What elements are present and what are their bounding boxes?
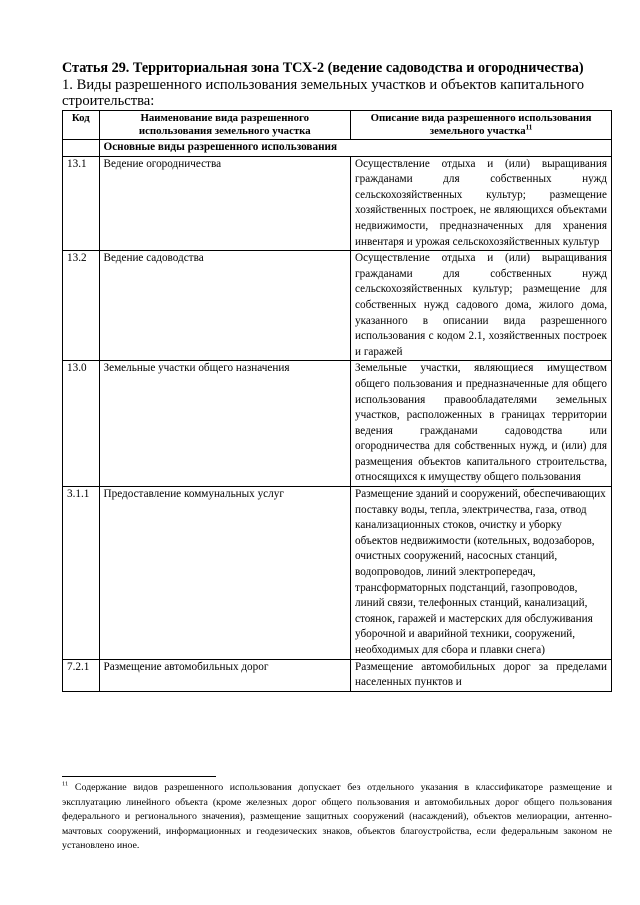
cell-description: Размещение зданий и сооружений, обеспечивающих поставку воды, тепла, электричества, газа, отвод канализационных стоков, очистку и уборку объектов недвижимости (котельных, водозаборов, очистных сооружений, насосных станций, водопроводов, линий электропередач, трансформаторных подстанций, газопроводов, линий связи, телефонных станций, канализаций, стоянок, гаражей и мастерских для обслуживания уборочной и аварийной техники, сооружений, необходимых для сбора и плавки снега) <box>351 487 612 660</box>
footnote-text: Содержание видов разрешенного использования допускает без отдельного указания в классификаторе размещение и эксплуатацию линейного объекта (кроме железных дорог общего пользования и автомобильных дорог общего пользования федерального и регионального значения), размещение защитных сооружений (насаждений), объектов мелиорации, антенно-мачтовых сооружений, информационных и геодезических знаков, объектов благоустройства, если федеральным законом не установлено иное. <box>62 782 612 851</box>
cell-name: Земельные участки общего назначения <box>99 361 351 487</box>
table-row <box>63 251 612 361</box>
cell-name: Предоставление коммунальных услуг <box>99 487 351 660</box>
footnote <box>62 781 612 854</box>
cell-code: 7.2.1 <box>63 659 100 691</box>
group-title: Основные виды разрешенного использования <box>99 140 611 157</box>
table-row <box>63 156 612 251</box>
cell-code: 13.1 <box>63 156 100 251</box>
cell-code: 13.2 <box>63 251 100 361</box>
document-page <box>62 60 612 692</box>
cell-description: Размещение автомобильных дорог за пределами населенных пунктов и <box>351 659 612 691</box>
header-code: Код <box>63 111 100 140</box>
header-description <box>351 111 612 140</box>
header-description-text: Описание вида разрешенного использования земельного участка <box>370 112 592 137</box>
footnote-ref: 11 <box>525 123 533 132</box>
table-header-row <box>63 111 612 140</box>
group-row-empty-cell <box>63 140 100 157</box>
header-name: Наименование вида разрешенного использования земельного участка <box>99 111 351 140</box>
section-heading: 1. Виды разрешенного использования земельных участков и объектов капитального строительства: <box>62 77 585 109</box>
cell-code: 3.1.1 <box>63 487 100 660</box>
group-row <box>63 140 612 157</box>
cell-name: Ведение садоводства <box>99 251 351 361</box>
article-title: Статья 29. Территориальная зона ТСХ-2 (ведение садоводства и огородничества) <box>62 60 584 76</box>
cell-description: Осуществление отдыха и (или) выращивания гражданами для собственных нужд сельскохозяйственных культур; размещение хозяйственных построек, не являющихся объектами недвижимости, предназначенных для хранения инвентаря и урожая сельскохозяйственных культур <box>351 156 612 251</box>
permitted-use-table <box>62 110 612 692</box>
cell-name: Размещение автомобильных дорог <box>99 659 351 691</box>
cell-description: Осуществление отдыха и (или) выращивания гражданами для собственных нужд сельскохозяйственных культур; размещение для собственных нужд садового дома, жилого дома, указанного в описании вида разрешенного использования с кодом 2.1, хозяйственных построек и гаражей <box>351 251 612 361</box>
cell-code: 13.0 <box>63 361 100 487</box>
table-row <box>63 659 612 691</box>
footnote-number: 11 <box>62 780 69 788</box>
footnote-divider <box>62 776 216 777</box>
cell-name: Ведение огородничества <box>99 156 351 251</box>
table-row <box>63 361 612 487</box>
table-row <box>63 487 612 660</box>
cell-description: Земельные участки, являющиеся имуществом общего пользования и предназначенные для общего использования правообладателями земельных участков, расположенных в границах территории ведения гражданами садоводства или огородничества для собственных нужд, и (или) для размещения объектов капитального строительства, относящихся к имуществу общего пользования <box>351 361 612 487</box>
